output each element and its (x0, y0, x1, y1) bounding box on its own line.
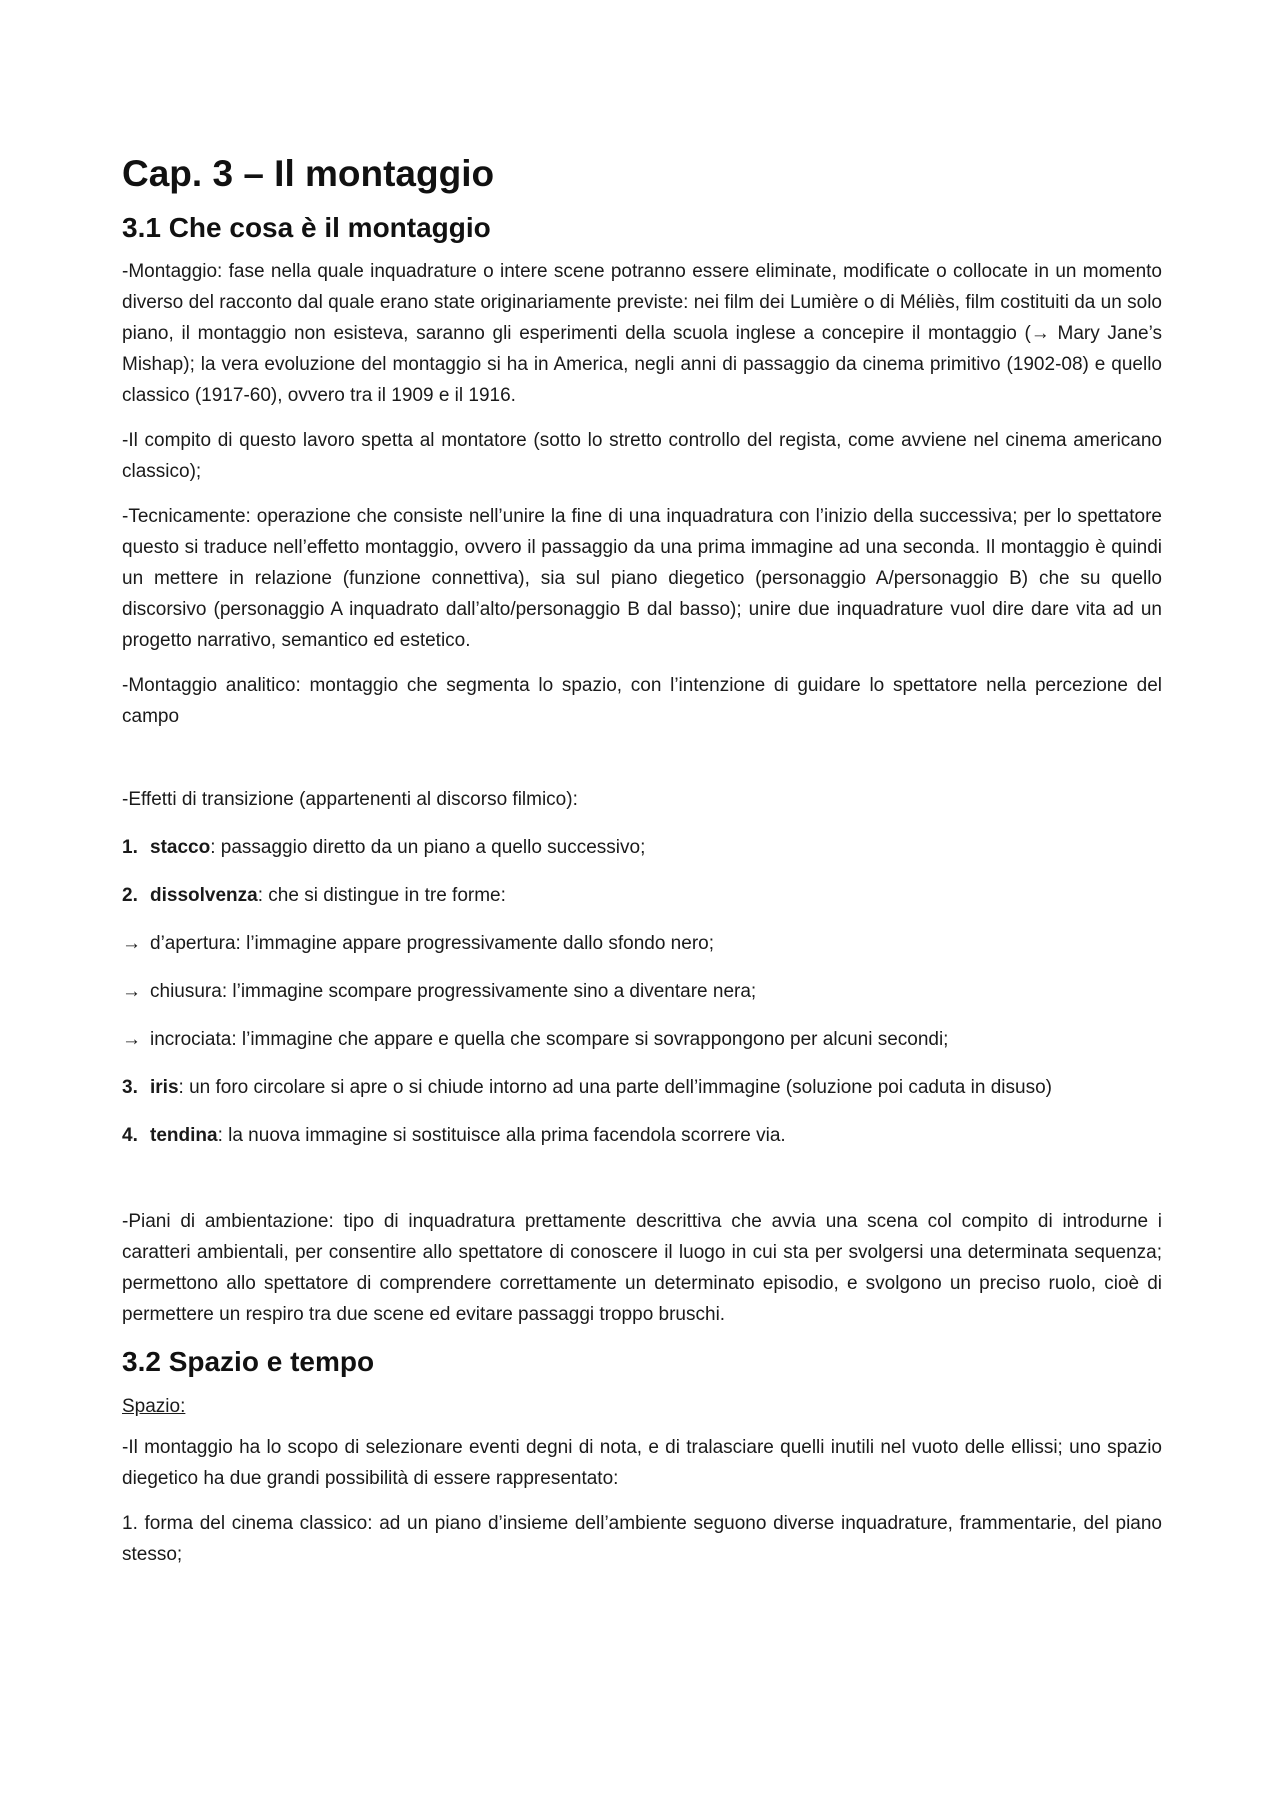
term-dissolvenza: dissolvenza (150, 885, 258, 907)
list-number: 1. (122, 837, 138, 859)
transitions-intro: -Effetti di transizione (appartenenti al discorso filmico): (122, 789, 578, 811)
definition-dissolvenza: : che si distingue in tre forme: (257, 885, 506, 907)
definition-iris: : un foro circolare si apre o si chiude intorno ad una parte dell’immagine (soluzione poi caduta in disuso) (178, 1077, 1052, 1099)
term-tendina: tendina (150, 1125, 218, 1147)
definition-tendina: : la nuova immagine si sostituisce alla prima facendola scorrere via. (217, 1125, 786, 1147)
subheading-spazio: Spazio: (122, 1395, 186, 1417)
chapter-title: Cap. 3 – Il montaggio (122, 153, 495, 194)
sub-item-text: d’apertura: l’immagine appare progressivamente dallo sfondo nero; (150, 933, 714, 955)
sub-item-incrociata (122, 1024, 1162, 1055)
list-item-tendina (122, 1120, 1162, 1151)
paragraph-montaggio-definition: -Montaggio: fase nella quale inquadrature o intere scene potranno essere eliminate, modificate o collocate in un momento diverso del racconto dal quale erano state originariamente previste: nei film dei Lumière o di Méliès, film costituiti da un solo piano, il montaggio non esisteva, saranno gli esperimenti della scuola inglese a concepire il montaggio (→ Mary Jane’s Mishap); la vera evoluzione del montaggio si ha in America, negli anni di passaggio da cinema primitivo (1902-08) e quello classico (1917-60), ovvero tra il 1909 e il 1916. (122, 261, 1162, 407)
paragraph-montatore: -Il compito di questo lavoro spetta al montatore (sotto lo stretto controllo del regista, come avviene nel cinema americano classico); (122, 430, 1162, 483)
arrow-right-icon: → (122, 981, 141, 1003)
list-item-iris (122, 1072, 1162, 1103)
list-number: 3. (122, 1077, 138, 1099)
sub-item-apertura (122, 928, 1162, 959)
list-item-dissolvenza (122, 880, 1162, 911)
arrow-right-icon: → (122, 933, 141, 955)
list-number: 4. (122, 1125, 138, 1147)
term-stacco: stacco (150, 837, 211, 859)
paragraph-forma-cinema-classico: 1. forma del cinema classico: ad un piano d’insieme dell’ambiente seguono diverse inquadrature, frammentarie, del piano stesso; (122, 1512, 1162, 1565)
section-title-3-2: 3.2 Spazio e tempo (122, 1346, 375, 1378)
term-iris: iris (150, 1077, 179, 1099)
paragraph-piani-ambientazione: -Piani di ambientazione: tipo di inquadratura prettamente descrittiva che avvia una scena col compito di introdurne i caratteri ambientali, per consentire allo spettatore di conoscere il luogo in cui sta per svolgersi una determinata sequenza; permettono allo spettatore di comprendere correttamente un determinato episodio, e svolgono un preciso ruolo, cioè di permettere un respiro tra due scene ed evitare passaggi troppo bruschi. (122, 1211, 1162, 1326)
arrow-right-icon: → (122, 1029, 141, 1051)
sub-item-chiusura (122, 976, 1162, 1007)
list-item-stacco (122, 832, 1162, 863)
sub-item-text: incrociata: l’immagine che appare e quella che scompare si sovrappongono per alcuni secondi; (150, 1029, 949, 1051)
list-number: 2. (122, 885, 138, 907)
spacer (122, 746, 1162, 784)
sub-item-text: chiusura: l’immagine scompare progressivamente sino a diventare nera; (150, 981, 757, 1003)
paragraph-montaggio-analitico: -Montaggio analitico: montaggio che segmenta lo spazio, con l’intenzione di guidare lo spettatore nella percezione del campo (122, 675, 1162, 728)
paragraph-tecnicamente: -Tecnicamente: operazione che consiste nell’unire la fine di una inquadratura con l’inizio della successiva; per lo spettatore questo si traduce nell’effetto montaggio, ovvero il passaggio da una prima immagine ad una seconda. Il montaggio è quindi un mettere in relazione (funzione connettiva), sia sul piano diegetico (personaggio A/personaggio B) che su quello discorsivo (personaggio A inquadrato dall’alto/personaggio B dal basso); unire due inquadrature vuol dire dare vita ad un progetto narrativo, semantico ed estetico. (122, 506, 1162, 652)
section-title-3-1: 3.1 Che cosa è il montaggio (122, 212, 491, 244)
spacer (122, 1168, 1162, 1206)
definition-stacco: : passaggio diretto da un piano a quello successivo; (210, 837, 646, 859)
page-content (122, 150, 1162, 1584)
paragraph-spazio-diegetico: -Il montaggio ha lo scopo di selezionare eventi degni di nota, e di tralasciare quelli inutili nel vuoto delle ellissi; uno spazio diegetico ha due grandi possibilità di essere rappresentato: (122, 1436, 1162, 1489)
